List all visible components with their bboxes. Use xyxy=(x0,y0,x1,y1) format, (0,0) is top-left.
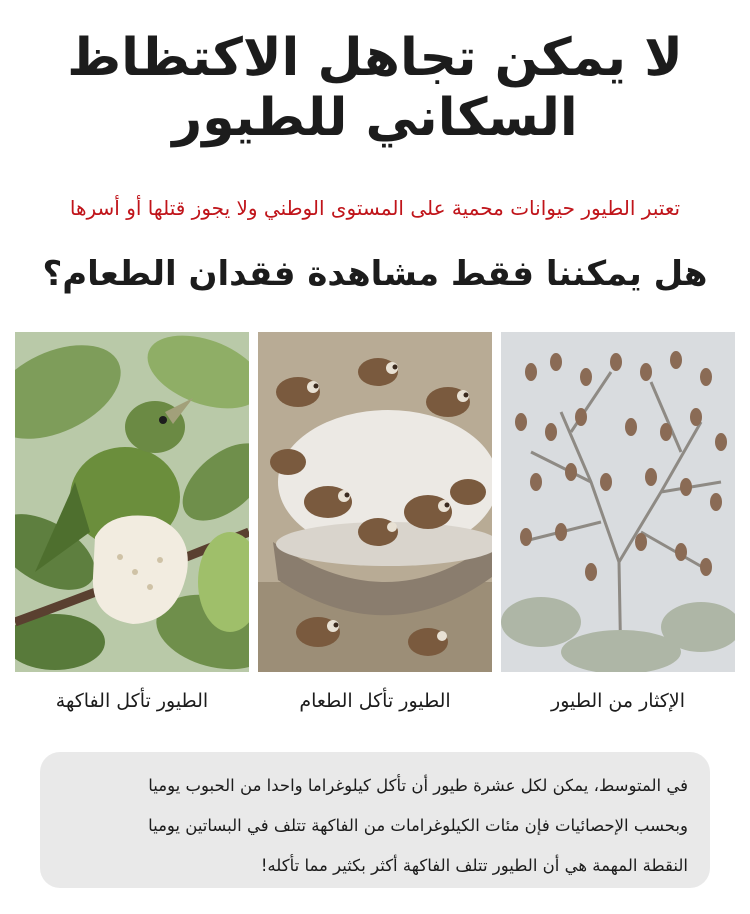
bird-flock-tree-image xyxy=(501,332,735,672)
birds-eating-food-image xyxy=(258,332,492,672)
birds-eating-food-photo xyxy=(258,332,492,672)
bird-eating-fruit-photo xyxy=(15,332,249,672)
bird-eating-fruit-image xyxy=(15,332,249,672)
statistics-info-box xyxy=(40,752,710,888)
info-line-grain: في المتوسط، يمكن لكل عشرة طيور أن تأكل كيلوغراما واحدا من الحبوب يوميا xyxy=(148,776,688,795)
photo-row xyxy=(15,332,735,672)
info-line-key-point: النقطة المهمة هي أن الطيور تتلف الفاكهة أكثر بكثير مما تأكله! xyxy=(260,856,688,875)
bird-flock-tree-photo xyxy=(501,332,735,672)
caption-birds-eating-food: الطيور تأكل الطعام xyxy=(299,690,451,712)
info-line-orchards: وبحسب الإحصائيات فإن مئات الكيلوغرامات من الفاكهة تتلف في البساتين يوميا xyxy=(148,816,688,835)
page-title-line-2: السكاني للطيور xyxy=(172,88,578,148)
caption-birds-eating-fruit: الطيور تأكل الفاكهة xyxy=(55,690,209,712)
page-title-line-1: لا يمكن تجاهل الاكتظاظ xyxy=(67,28,683,88)
protected-species-notice: تعتبر الطيور حيوانات محمية على المستوى الوطني ولا يجوز قتلها أو أسرها xyxy=(69,196,681,220)
question-heading: هل يمكننا فقط مشاهدة فقدان الطعام؟ xyxy=(42,254,708,294)
page-title xyxy=(0,28,750,148)
caption-bird-breeding: الإكثار من الطيور xyxy=(551,690,685,712)
